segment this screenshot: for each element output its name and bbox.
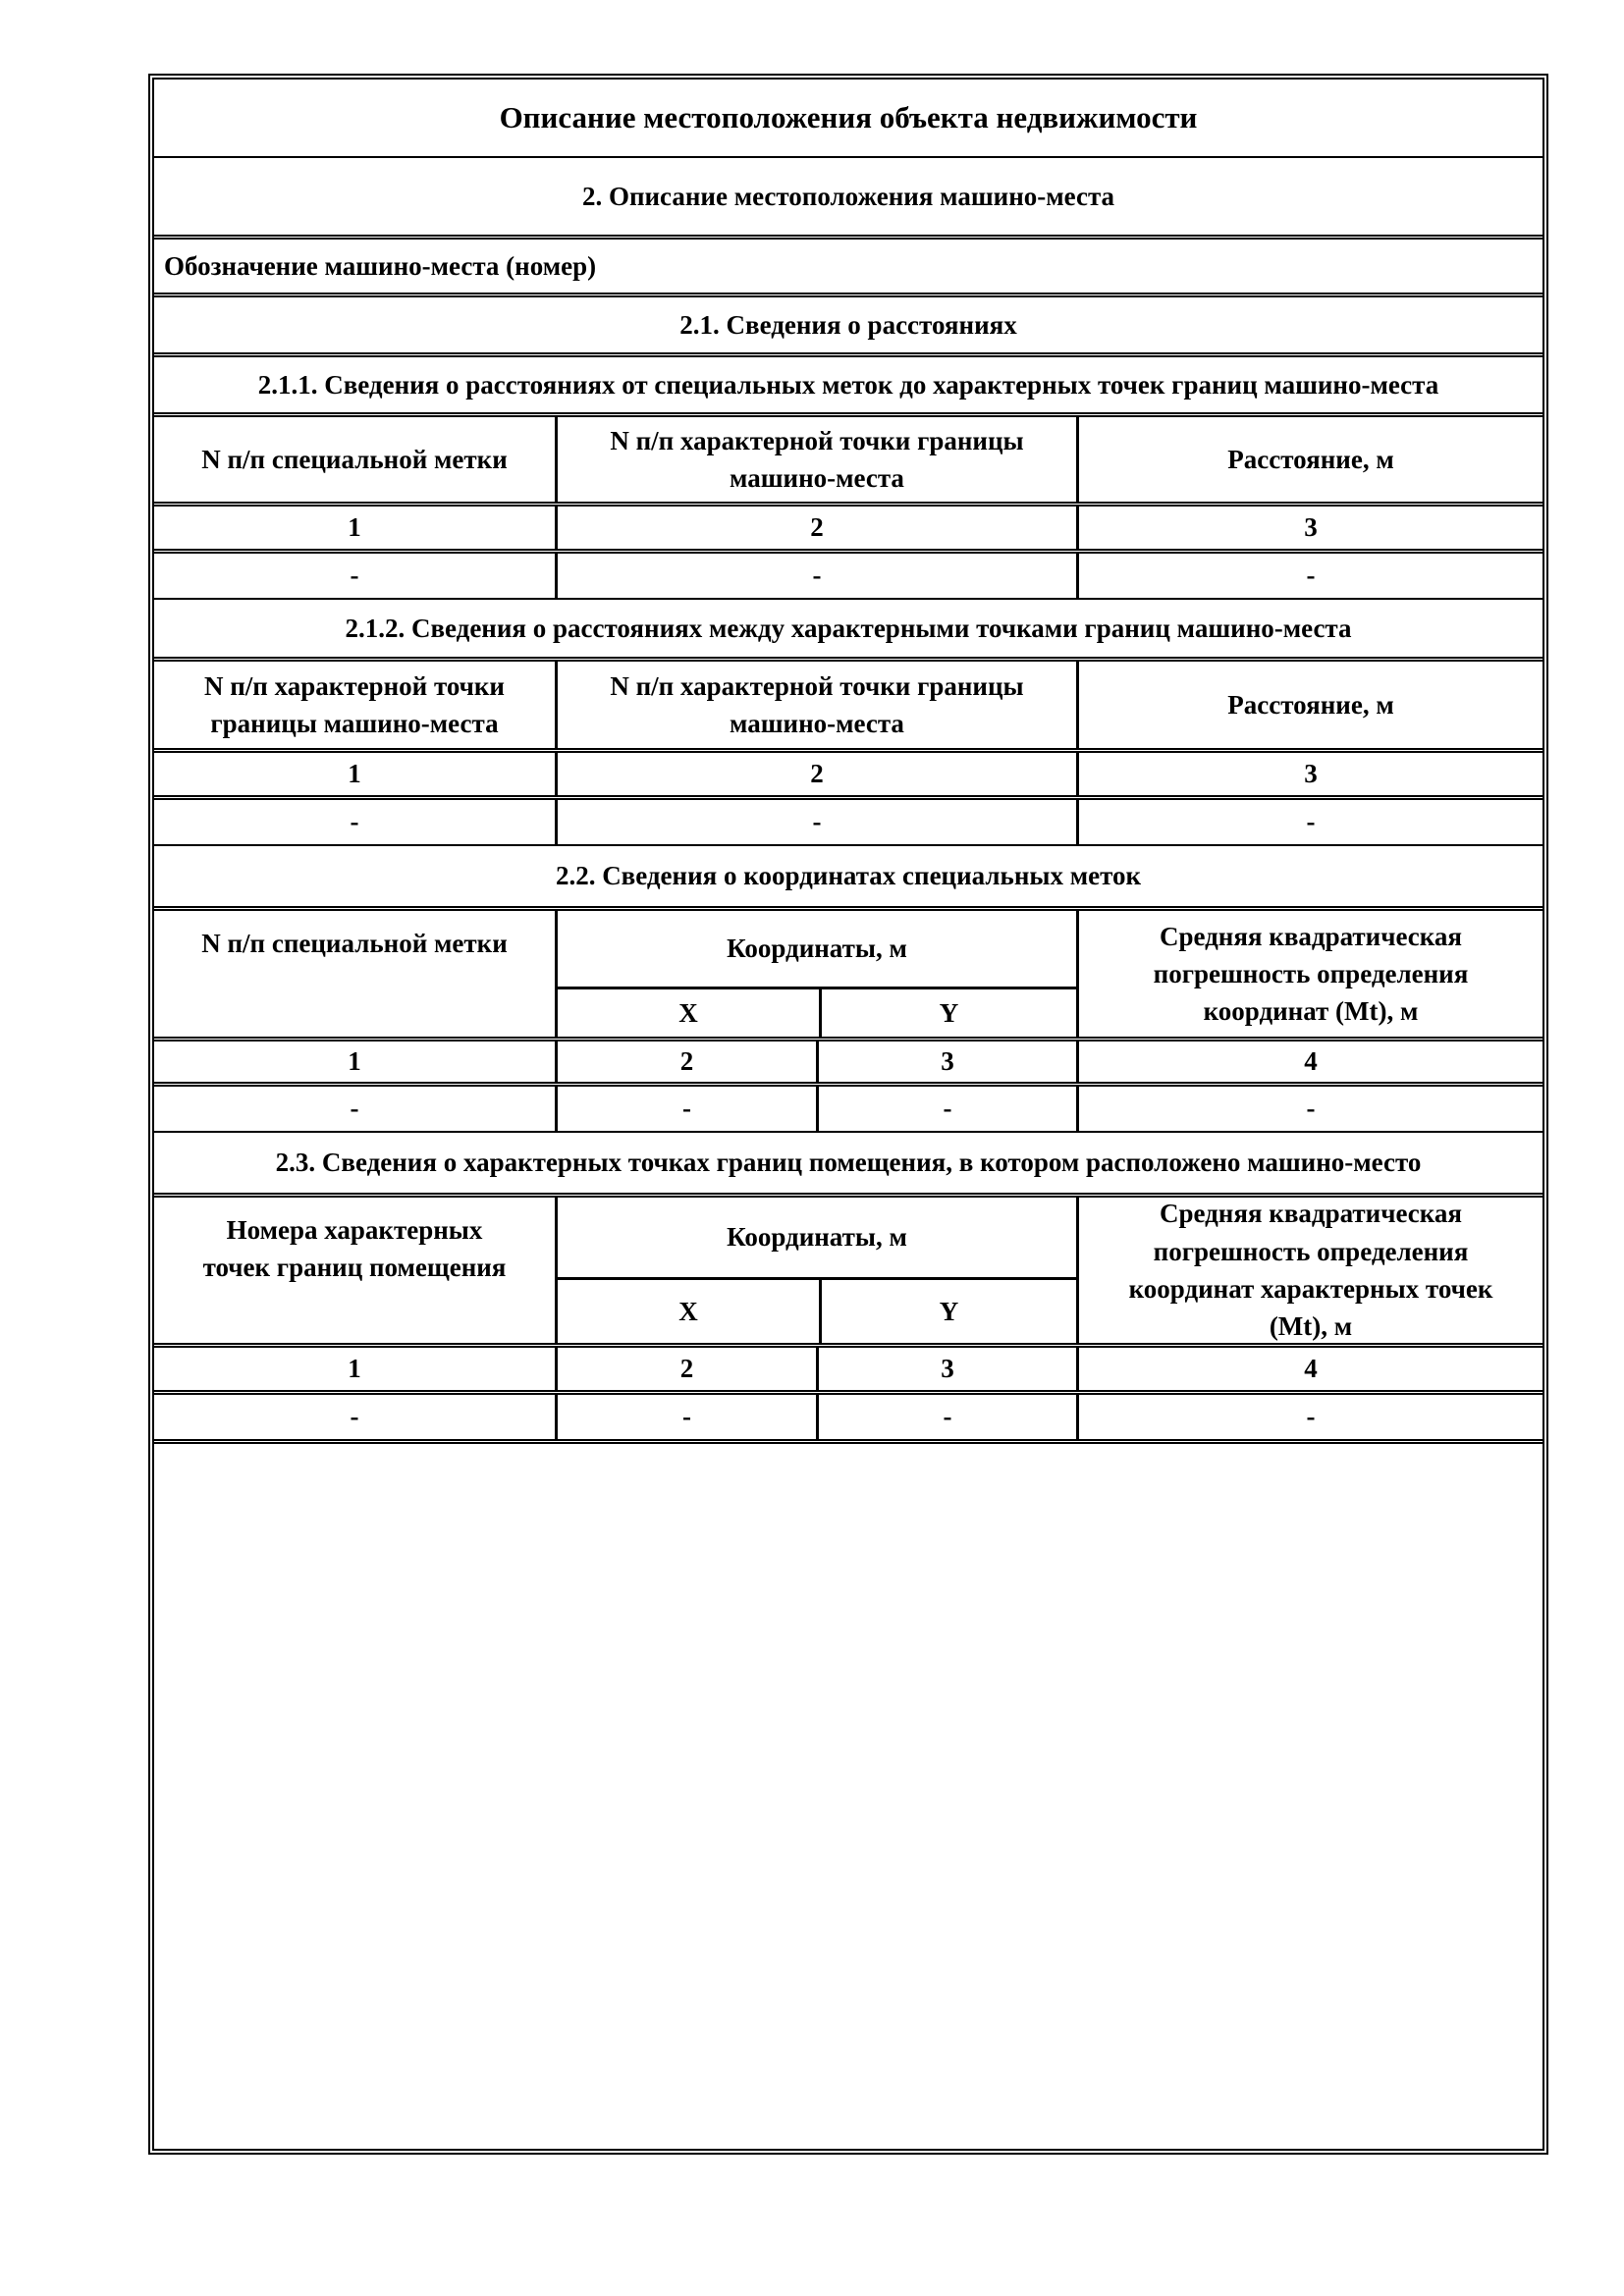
section21-title: 2.1. Сведения о расстояниях xyxy=(154,293,1543,352)
table23-header-row xyxy=(154,1193,1543,1343)
table22-data-cell: - xyxy=(816,1087,1076,1131)
table212-data-cell: - xyxy=(555,800,1076,844)
table211-data-cell: - xyxy=(1076,554,1543,598)
table22-colnum-row xyxy=(154,1037,1543,1082)
table211-col1-header: N п/п специальной метки xyxy=(201,444,508,474)
table211-colnum-3: 3 xyxy=(1076,507,1543,549)
section23-title: 2.3. Сведения о характерных точках границ помещения, в котором расположено машино-место xyxy=(154,1131,1543,1193)
section211-title: 2.1.1. Сведения о расстояниях от специальных меток до характерных точек границ машино-места xyxy=(154,352,1543,412)
table22-colnum-2: 2 xyxy=(555,1041,816,1082)
document-table xyxy=(148,74,1548,2155)
table23-data-cell: - xyxy=(1076,1395,1543,1439)
table23-y-header: Y xyxy=(819,1280,1076,1343)
table22-colnum-1: 1 xyxy=(348,1046,361,1077)
table212-colnum-3: 3 xyxy=(1076,753,1543,795)
table22-data-cell: - xyxy=(350,1094,359,1124)
section2-title: 2. Описание местоположения машино-места xyxy=(154,156,1543,235)
table23-colnum-4: 4 xyxy=(1076,1348,1543,1390)
table23-colnum-2: 2 xyxy=(555,1348,816,1390)
table211-colnum-row xyxy=(154,502,1543,549)
table22-coords-header: Координаты, м xyxy=(727,934,907,964)
table22-colnum-3: 3 xyxy=(816,1041,1076,1082)
table22-data-cell: - xyxy=(555,1087,816,1131)
table212-col1-header: N п/п характерной точки границы машино-места xyxy=(203,670,505,738)
table23-col1-header: Номера характерных точек границ помещения xyxy=(202,1215,507,1283)
table23-mt-header: Средняя квадратическая погрешность определения координат характерных точек (Mt), м xyxy=(1076,1198,1543,1343)
table212-col2-header: N п/п характерной точки границы машино-места xyxy=(555,662,1076,748)
table22-data-cell: - xyxy=(1076,1087,1543,1131)
table22-data-row xyxy=(154,1082,1543,1131)
table23-data-cell: - xyxy=(555,1395,816,1439)
section212-title: 2.1.2. Сведения о расстояниях между характерными точками границ машино-места xyxy=(154,598,1543,657)
table212-data-row xyxy=(154,795,1543,844)
table211-colnum-1: 1 xyxy=(348,512,361,543)
table212-colnum-1: 1 xyxy=(348,759,361,789)
table22-col1-header: N п/п специальной метки xyxy=(201,929,508,958)
table211-data-cell: - xyxy=(350,561,359,591)
table22-mt-header: Средняя квадратическая погрешность определения координат (Mt), м xyxy=(1076,911,1543,1037)
table23-x-header: X xyxy=(678,1296,698,1326)
table23-coords-header: Координаты, м xyxy=(727,1222,907,1253)
table23-data-row xyxy=(154,1390,1543,1439)
table22-xy-subrow xyxy=(558,987,1076,1037)
table212-data-cell: - xyxy=(1076,800,1543,844)
table212-colnum-2: 2 xyxy=(555,753,1076,795)
document-title: Описание местоположения объекта недвижимости xyxy=(499,99,1198,134)
table211-col3-header: Расстояние, м xyxy=(1076,417,1543,502)
table211-header-row xyxy=(154,412,1543,502)
table211-col2-header: N п/п характерной точки границы машино-места xyxy=(555,417,1076,502)
table23-data-cell: - xyxy=(816,1395,1076,1439)
table23-xy-subrow xyxy=(558,1277,1076,1343)
designation-label: Обозначение машино-места (номер) xyxy=(164,250,597,281)
table22-y-header: Y xyxy=(819,989,1076,1037)
table23-coords-group xyxy=(555,1198,1076,1343)
table23-colnum-3: 3 xyxy=(816,1348,1076,1390)
table212-header-row xyxy=(154,657,1543,748)
table22-header-row xyxy=(154,906,1543,1037)
empty-area xyxy=(154,1439,1543,2149)
table23-colnum-1: 1 xyxy=(348,1354,361,1384)
table23-colnum-row xyxy=(154,1343,1543,1390)
table211-data-row xyxy=(154,549,1543,598)
table211-colnum-2: 2 xyxy=(555,507,1076,549)
table22-x-header: X xyxy=(678,997,698,1028)
table22-coords-group xyxy=(555,911,1076,1037)
table211-data-cell: - xyxy=(555,554,1076,598)
designation-row xyxy=(154,235,1543,293)
section22-title: 2.2. Сведения о координатах специальных меток xyxy=(154,844,1543,906)
table212-data-cell: - xyxy=(350,807,359,837)
table212-col3-header: Расстояние, м xyxy=(1076,662,1543,748)
table212-colnum-row xyxy=(154,748,1543,795)
table22-colnum-4: 4 xyxy=(1076,1041,1543,1082)
table23-data-cell: - xyxy=(350,1402,359,1432)
